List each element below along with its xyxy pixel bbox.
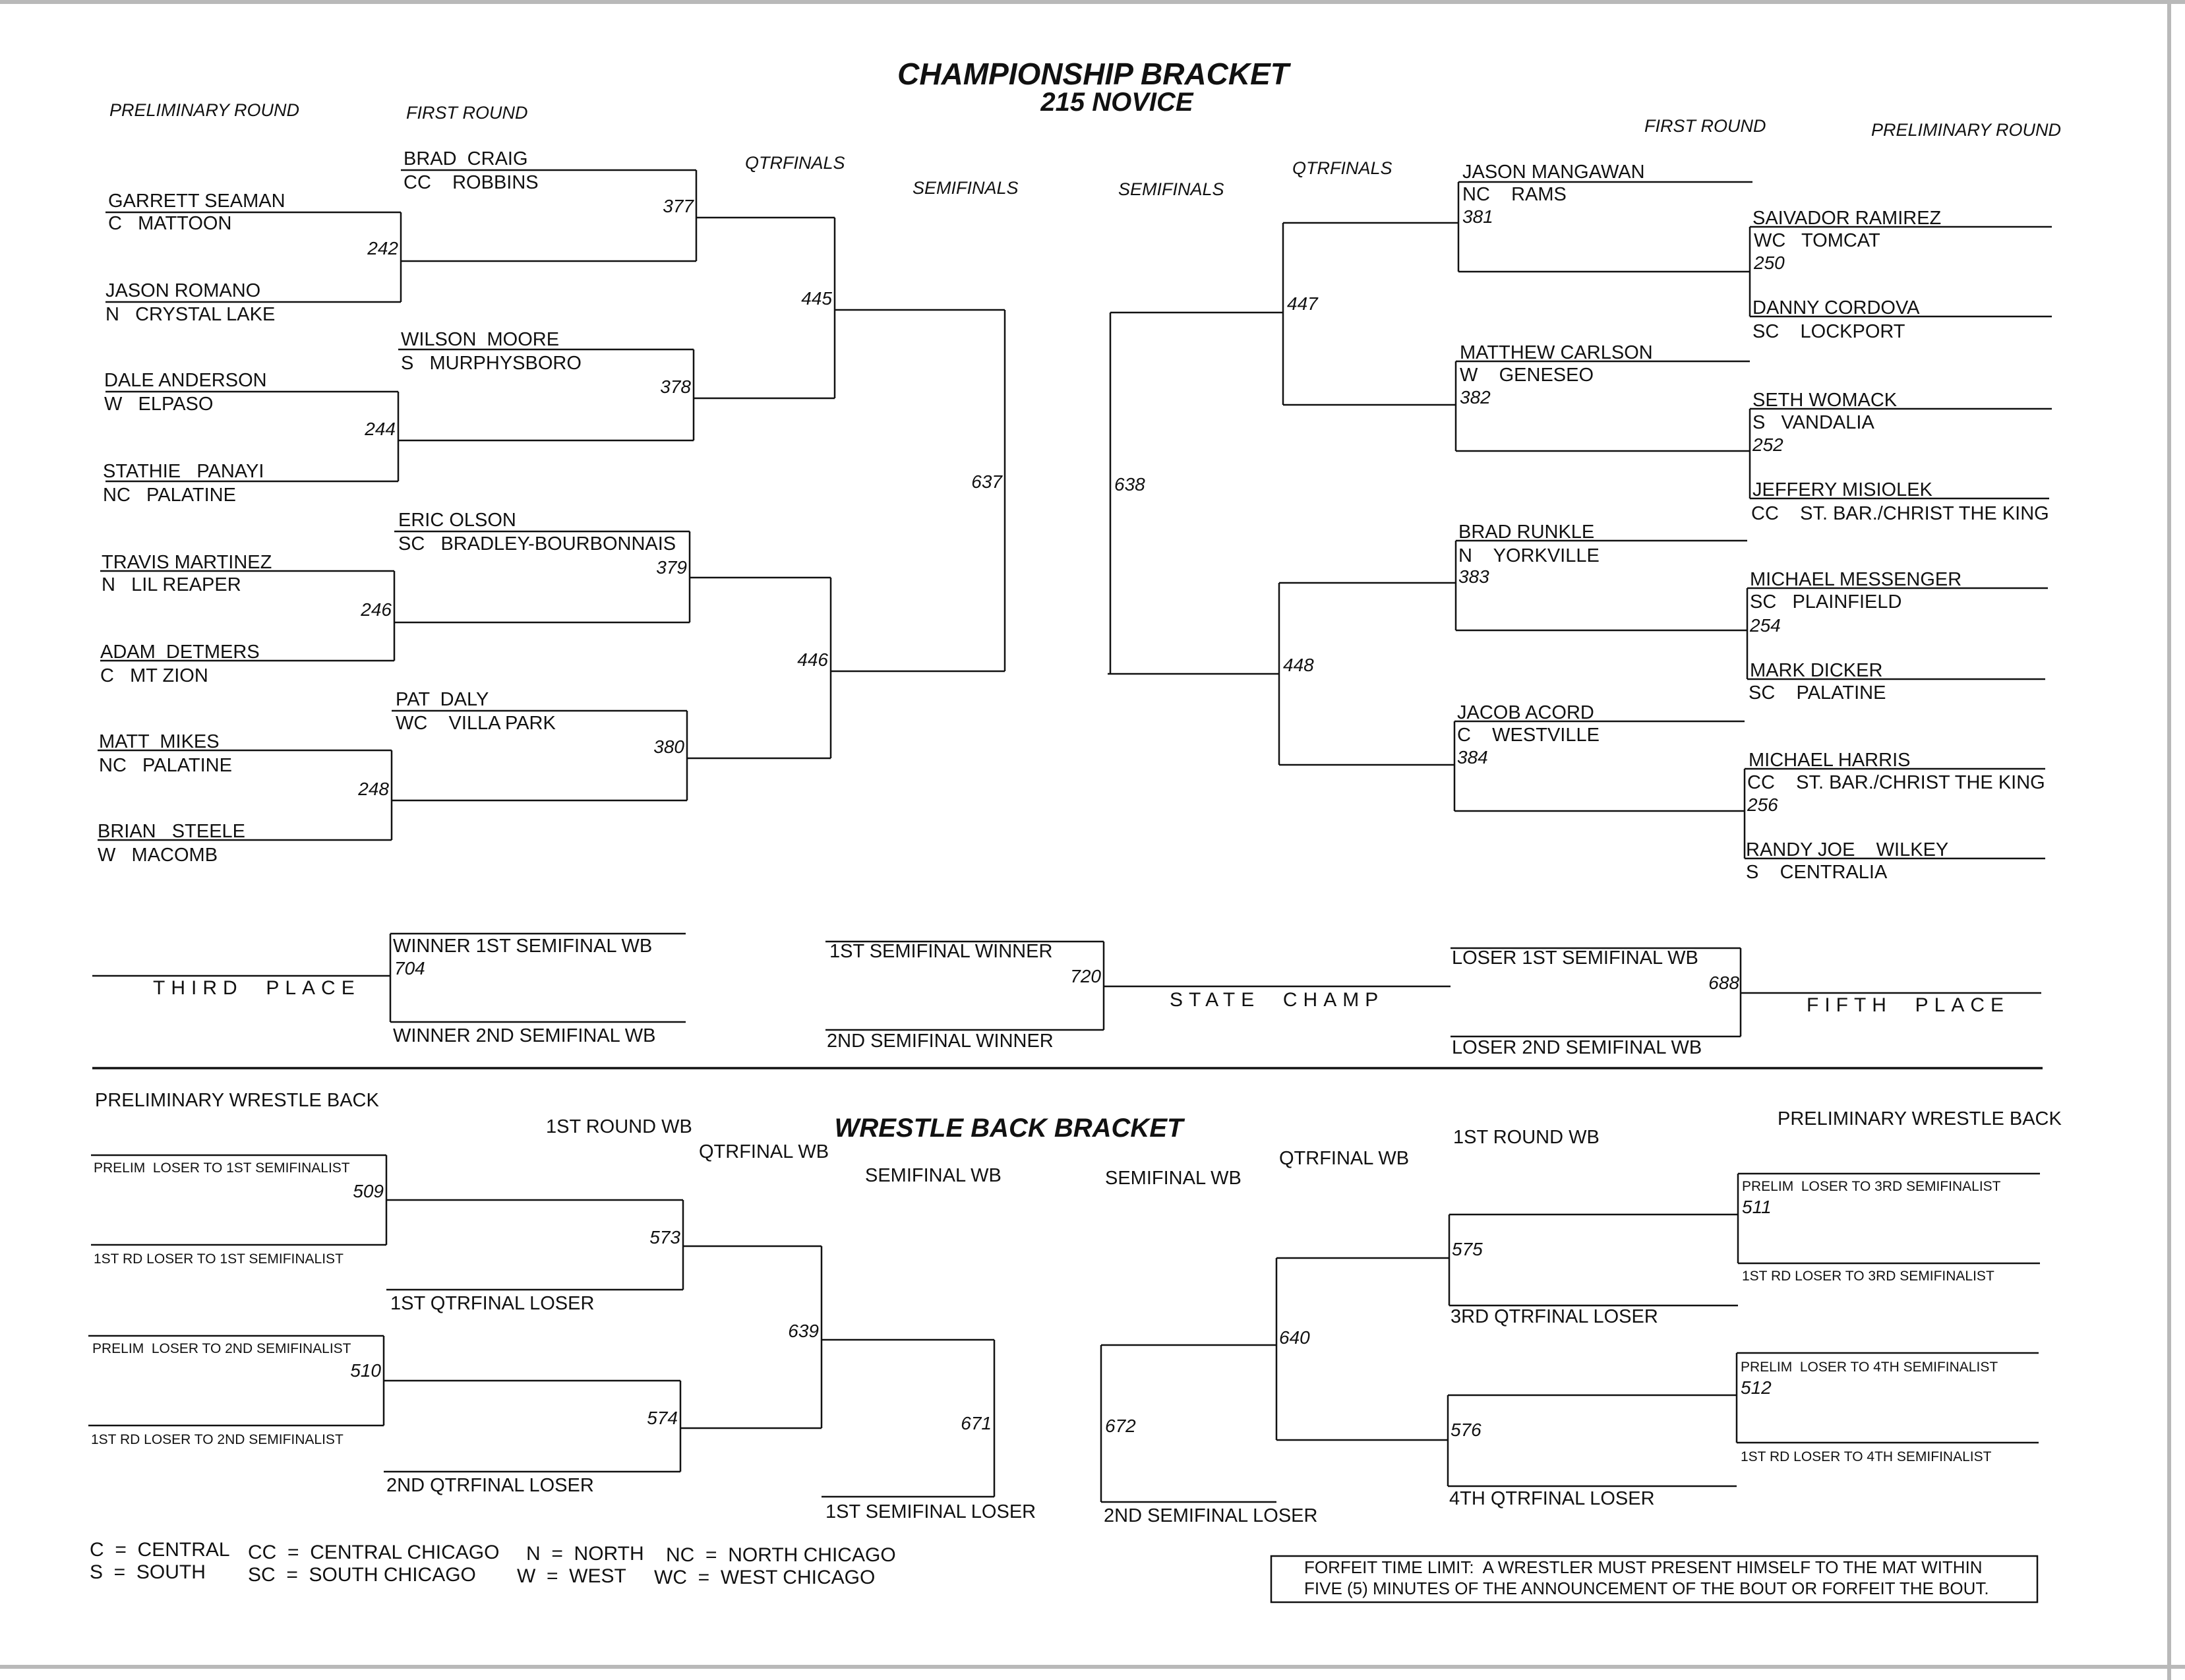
bout-number: 248 [358, 779, 389, 799]
legend-item: N = NORTH [526, 1543, 644, 1565]
bout-number: 382 [1460, 387, 1491, 407]
legend-item: W = WEST [517, 1565, 626, 1587]
header-right-first: FIRST ROUND [1644, 116, 1766, 136]
fifth-place-bottom: LOSER 2ND SEMIFINAL WB [1452, 1037, 1702, 1058]
wrestler-name: MARK DICKER [1750, 660, 1883, 681]
bout-number: 510 [350, 1360, 381, 1381]
bout-number: 250 [1754, 253, 1785, 273]
wrestler-name: DANNY CORDOVA [1752, 297, 1920, 318]
bout-number: 446 [797, 649, 828, 670]
bout-number: 640 [1279, 1327, 1310, 1348]
legend-item: WC = WEST CHICAGO [654, 1567, 876, 1588]
bout-number: 637 [971, 471, 1002, 492]
wrestler-team: NC PALATINE [103, 485, 236, 506]
bout-number: 252 [1752, 435, 1783, 455]
bout-number: 575 [1452, 1239, 1483, 1259]
wrestler-team: SC PLAINFIELD [1750, 591, 1902, 613]
wb-slot-bottom: 1ST RD LOSER TO 4TH SEMIFINALIST [1741, 1449, 1992, 1464]
bout-number: 574 [647, 1408, 678, 1428]
wrestler-name: ADAM DETMERS [100, 642, 260, 663]
header-right-qtr: QTRFINALS [1292, 158, 1392, 178]
third-place-bottom: WINNER 2ND SEMIFINAL WB [393, 1025, 656, 1046]
wrestler-team: W ELPASO [104, 394, 214, 415]
wrestler-team: S MURPHYSBORO [401, 353, 582, 374]
fifth-place-label: FIFTH PLACE [1807, 994, 2010, 1016]
bout-number: 256 [1747, 795, 1778, 815]
wrestler-team: SC LOCKPORT [1752, 321, 1905, 342]
wrestler-team: NC RAMS [1462, 184, 1567, 205]
bout-number: 672 [1105, 1416, 1136, 1436]
bout-number: 380 [653, 736, 684, 757]
wb-header-right-first: 1ST ROUND WB [1453, 1127, 1600, 1148]
wrestler-team: NC PALATINE [99, 755, 232, 776]
bout-number: 638 [1114, 474, 1145, 495]
wrestleback-title: WRESTLE BACK BRACKET [834, 1114, 1183, 1143]
wrestler-team: CC ST. BAR./CHRIST THE KING [1747, 772, 2045, 793]
wrestler-name: JASON MANGAWAN [1462, 162, 1645, 183]
bout-number: 573 [649, 1227, 680, 1247]
bout-number: 688 [1708, 973, 1739, 993]
wb-slot-bottom: 1ST SEMIFINAL LOSER [825, 1501, 1036, 1522]
header-left-prelim: PRELIMINARY ROUND [109, 100, 300, 120]
wrestler-team: W GENESEO [1460, 365, 1594, 386]
champ-top: 1ST SEMIFINAL WINNER [829, 941, 1053, 962]
wrestler-team: SC PALATINE [1749, 682, 1886, 704]
legend-item: NC = NORTH CHICAGO [666, 1544, 896, 1566]
wrestler-name: PAT DALY [396, 689, 489, 710]
wb-header-left-first: 1ST ROUND WB [546, 1116, 692, 1137]
bout-number: 383 [1458, 566, 1489, 587]
wrestler-name: TRAVIS MARTINEZ [102, 552, 272, 573]
bout-number: 448 [1283, 655, 1314, 675]
wb-slot-bottom: 3RD QTRFINAL LOSER [1451, 1306, 1658, 1327]
bout-number: 381 [1462, 206, 1493, 227]
wrestler-name: BRIAN STEELE [98, 821, 246, 842]
wrestler-name: MICHAEL HARRIS [1749, 750, 1911, 771]
champ-bottom: 2ND SEMIFINAL WINNER [827, 1031, 1054, 1052]
wb-slot-bottom: 1ST QTRFINAL LOSER [390, 1293, 595, 1314]
bout-number: 246 [361, 599, 392, 620]
bout-number: 242 [367, 238, 398, 258]
wrestler-name: STATHIE PANAYI [103, 461, 264, 482]
wrestler-team: S CENTRALIA [1746, 862, 1888, 883]
wrestler-name: RANDY JOE WILKEY [1746, 839, 1949, 860]
bout-number: 639 [788, 1321, 819, 1341]
legend-item: CC = CENTRAL CHICAGO [248, 1542, 500, 1563]
wrestler-team: C WESTVILLE [1457, 725, 1600, 746]
third-place-top: WINNER 1ST SEMIFINAL WB [393, 936, 653, 957]
wb-header-right-semi: SEMIFINAL WB [1105, 1168, 1242, 1189]
wb-slot-bottom: 2ND QTRFINAL LOSER [386, 1475, 594, 1496]
wb-slot-bottom: 1ST RD LOSER TO 1ST SEMIFINALIST [94, 1251, 344, 1267]
header-right-semi: SEMIFINALS [1118, 179, 1224, 199]
bout-number: 576 [1451, 1420, 1482, 1440]
bout-number: 244 [365, 419, 396, 439]
bout-number: 445 [801, 288, 832, 309]
bout-number: 720 [1070, 966, 1101, 986]
bout-number: 509 [353, 1181, 384, 1201]
wrestler-team: SC BRADLEY-BOURBONNAIS [398, 533, 676, 555]
wb-header-right-qtr: QTRFINAL WB [1279, 1148, 1410, 1169]
bout-number: 379 [656, 557, 687, 578]
wrestler-team: C MT ZION [100, 665, 208, 686]
bout-number: 254 [1750, 615, 1781, 636]
wrestler-name: SETH WOMACK [1752, 390, 1898, 411]
header-left-first: FIRST ROUND [406, 103, 528, 123]
bout-number: 512 [1741, 1377, 1772, 1398]
page-title: CHAMPIONSHIP BRACKET [897, 57, 1289, 91]
header-right-prelim: PRELIMINARY ROUND [1871, 120, 2062, 140]
third-place-label: THIRD PLACE [153, 977, 361, 999]
wb-slot-bottom: 4TH QTRFINAL LOSER [1449, 1488, 1655, 1509]
header-left-qtr: QTRFINALS [745, 153, 845, 173]
page-subtitle: 215 NOVICE [1040, 88, 1193, 117]
legend-item: SC = SOUTH CHICAGO [248, 1564, 476, 1586]
forfeit-line-2: FIVE (5) MINUTES OF THE ANNOUNCEMENT OF THE BOUT OR FORFEIT THE BOUT. [1304, 1578, 1989, 1598]
wrestler-name: BRAD RUNKLE [1458, 522, 1595, 543]
wrestler-name: JEFFERY MISIOLEK [1752, 479, 1932, 500]
wrestler-team: N YORKVILLE [1458, 545, 1600, 566]
wrestler-team: CC ROBBINS [404, 172, 539, 193]
wrestler-name: WILSON MOORE [401, 329, 560, 350]
wb-slot-top: PRELIM LOSER TO 2ND SEMIFINALIST [92, 1341, 351, 1356]
bout-number: 704 [394, 958, 425, 978]
bout-number: 377 [663, 196, 694, 216]
fifth-place-top: LOSER 1ST SEMIFINAL WB [1452, 947, 1698, 969]
bout-number: 378 [660, 376, 691, 397]
bout-number: 384 [1457, 747, 1488, 767]
wrestler-name: DALE ANDERSON [104, 370, 267, 391]
wrestler-team: W MACOMB [98, 845, 218, 866]
wb-header-right-prelim: PRELIMINARY WRESTLE BACK [1778, 1108, 2062, 1129]
wrestler-team: N CRYSTAL LAKE [105, 304, 276, 325]
wrestler-team: WC VILLA PARK [396, 713, 556, 734]
forfeit-line-1: FORFEIT TIME LIMIT: A WRESTLER MUST PRESENT HIMSELF TO THE MAT WITHIN [1304, 1557, 1983, 1577]
wrestler-team: S VANDALIA [1752, 412, 1874, 433]
wrestler-team: WC TOMCAT [1754, 230, 1880, 251]
wb-slot-top: PRELIM LOSER TO 3RD SEMIFINALIST [1742, 1179, 2001, 1194]
bout-number: 511 [1742, 1197, 1772, 1217]
legend-item: S = SOUTH [90, 1561, 206, 1583]
wrestler-team: CC ST. BAR./CHRIST THE KING [1751, 503, 2049, 524]
wb-header-left-prelim: PRELIMINARY WRESTLE BACK [95, 1090, 379, 1111]
state-champ-label: STATE CHAMP [1170, 989, 1385, 1011]
wrestler-name: MATT MIKES [99, 731, 220, 752]
wb-slot-bottom: 1ST RD LOSER TO 3RD SEMIFINALIST [1742, 1269, 1994, 1284]
header-left-semi: SEMIFINALS [913, 178, 1019, 198]
wrestler-name: SAIVADOR RAMIREZ [1752, 208, 1942, 229]
wrestler-name: ERIC OLSON [398, 510, 516, 531]
wrestler-name: GARRETT SEAMAN [108, 191, 285, 212]
bout-number: 671 [961, 1413, 992, 1433]
legend-item: C = CENTRAL [90, 1539, 230, 1561]
wb-header-left-semi: SEMIFINAL WB [865, 1165, 1002, 1186]
wb-slot-bottom: 1ST RD LOSER TO 2ND SEMIFINALIST [91, 1432, 344, 1447]
wrestler-team: C MATTOON [108, 213, 232, 234]
wrestler-name: JASON ROMANO [105, 280, 261, 301]
wrestler-name: MATTHEW CARLSON [1460, 342, 1653, 363]
forfeit-notice [1304, 1557, 1989, 1598]
wb-slot-top: PRELIM LOSER TO 4TH SEMIFINALIST [1741, 1360, 1998, 1375]
wb-header-left-qtr: QTRFINAL WB [699, 1141, 829, 1162]
bout-number: 447 [1287, 293, 1318, 314]
wrestler-name: MICHAEL MESSENGER [1750, 569, 1962, 590]
wrestler-team: N LIL REAPER [102, 574, 241, 595]
wb-slot-top: PRELIM LOSER TO 1ST SEMIFINALIST [94, 1160, 350, 1176]
wrestler-name: BRAD CRAIG [404, 148, 528, 169]
wrestler-name: JACOB ACORD [1457, 702, 1594, 723]
wb-slot-bottom: 2ND SEMIFINAL LOSER [1104, 1505, 1318, 1526]
